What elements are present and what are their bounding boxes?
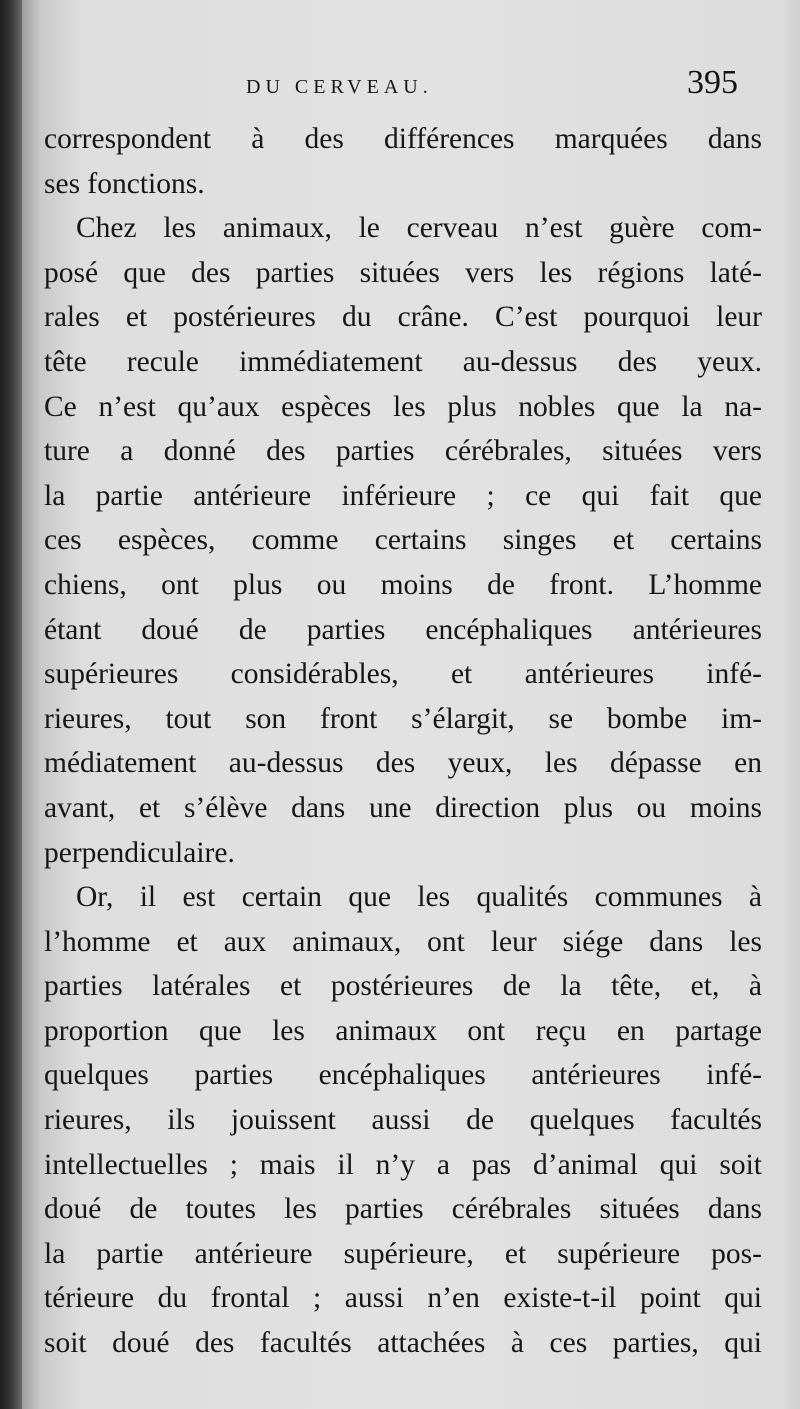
- text-line: quelques parties encéphaliques antérieures infé-: [44, 1059, 762, 1092]
- text-line: supérieures considérables, et antérieures infé-: [44, 658, 762, 691]
- text-line: chiens, ont plus ou moins de front. L’homme: [44, 568, 762, 601]
- paragraph-first-line: Or, il est certain que les qualités communes à: [76, 881, 762, 914]
- text-line: intellectuelles ; mais il n’y a pas d’animal qui soit: [44, 1148, 762, 1181]
- text-line: posé que des parties situées vers les régions laté-: [44, 256, 762, 289]
- text-line: ture a donné des parties cérébrales, situées vers: [44, 435, 762, 468]
- text-line: doué de toutes les parties cérébrales situées dans: [44, 1193, 762, 1226]
- text-line: la partie antérieure supérieure, et supérieure pos-: [44, 1237, 762, 1270]
- text-line: étant doué de parties encéphaliques antérieures: [44, 613, 762, 646]
- text-line: ses fonctions.: [44, 167, 205, 200]
- page-number: 395: [687, 64, 738, 101]
- text-line: correspondent à des différences marquées dans: [44, 123, 762, 155]
- text-line: perpendiculaire.: [44, 836, 235, 869]
- text-line: proportion que les animaux ont reçu en partage: [44, 1014, 762, 1047]
- text-line: rieures, tout son front s’élargit, se bombe im-: [44, 702, 762, 735]
- text-line: rales et postérieures du crâne. C’est pourquoi leur: [44, 301, 762, 334]
- page-text: [44, 117, 762, 1366]
- text-line: la partie antérieure inférieure ; ce qui fait que: [44, 479, 762, 512]
- text-line: avant, et s’élève dans une direction plus ou moins: [44, 791, 762, 824]
- text-line: rieures, ils jouissent aussi de quelques facultés: [44, 1104, 762, 1137]
- text-line: médiatement au-dessus des yeux, les dépasse en: [44, 747, 762, 780]
- book-page: [22, 0, 800, 1409]
- running-title: DU CERVEAU.: [246, 76, 433, 98]
- text-line: térieure du frontal ; aussi n’en existe-t-il point qui: [44, 1282, 762, 1315]
- paragraph-first-line: Chez les animaux, le cerveau n’est guère com-: [76, 212, 762, 245]
- page-gutter-shadow: [0, 0, 22, 1409]
- text-line: ces espèces, comme certains singes et certains: [44, 524, 762, 557]
- text-line: l’homme et aux animaux, ont leur siége dans les: [44, 925, 762, 958]
- text-line: tête recule immédiatement au-dessus des yeux.: [44, 345, 762, 378]
- page-header: [22, 62, 800, 112]
- text-line: soit doué des facultés attachées à ces parties, qui: [44, 1327, 762, 1360]
- text-line: parties latérales et postérieures de la tête, et, à: [44, 970, 762, 1003]
- text-line: Ce n’est qu’aux espèces les plus nobles que la na-: [44, 390, 762, 423]
